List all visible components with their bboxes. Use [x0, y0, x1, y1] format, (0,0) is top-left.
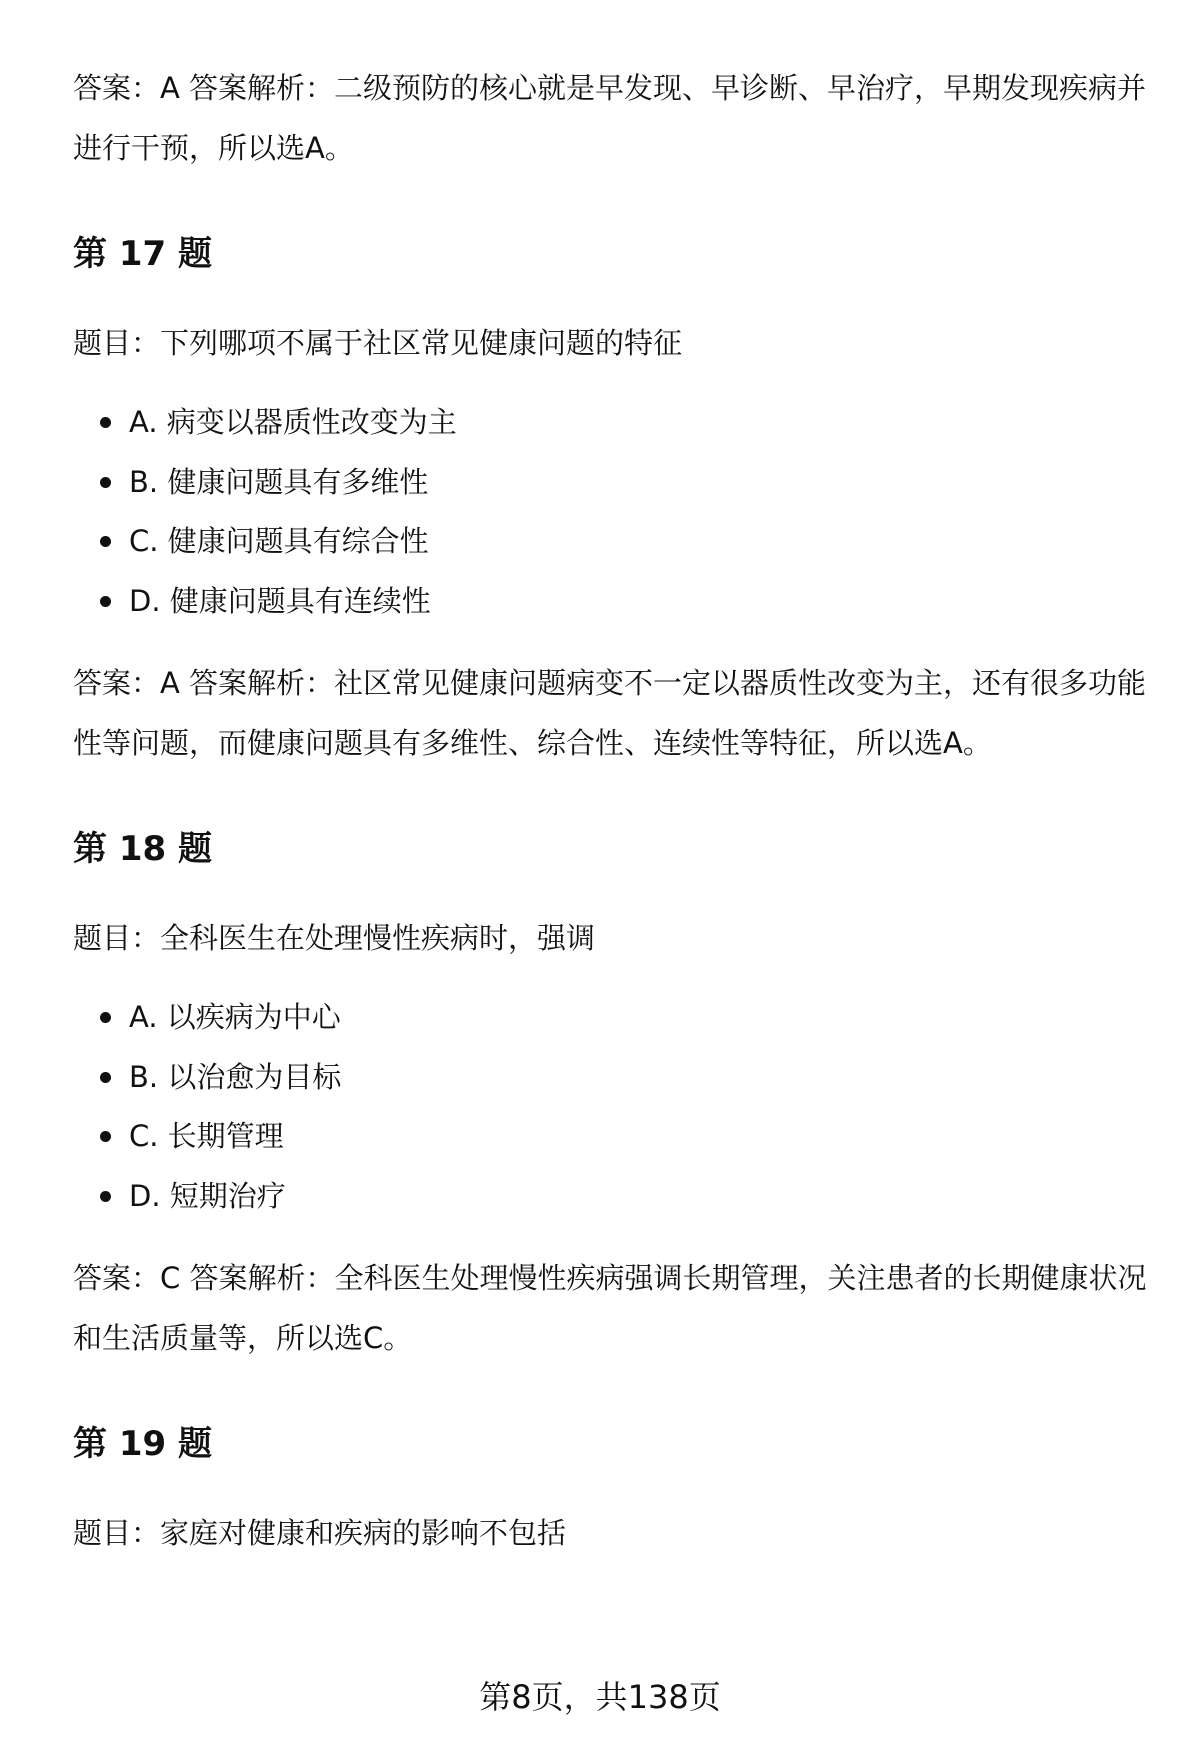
option-17-c: C. 健康问题具有综合性 — [73, 512, 1148, 572]
question-text-17: 题目：下列哪项不属于社区常见健康问题的特征 — [73, 326, 683, 360]
question-heading-17: 第 17 题 — [73, 234, 212, 274]
option-17-a: A. 病变以器质性改变为主 — [73, 393, 1148, 453]
bullet-icon — [100, 417, 111, 428]
bullet-icon — [100, 477, 111, 488]
bullet-icon — [100, 1191, 111, 1202]
document-page — [73, 58, 1148, 1563]
option-17-b: B. 健康问题具有多维性 — [73, 453, 1148, 513]
answer-16: 答案：A 答案解析：二级预防的核心就是早发现、早诊断、早治疗，早期发现疾病并进行干预，所以选A。 — [73, 71, 1147, 165]
page-footer: 第8页，共138页 — [479, 1678, 721, 1716]
option-18-a: A. 以疾病为中心 — [73, 988, 1148, 1048]
answer-18: 答案：C 答案解析：全科医生处理慢性疾病强调长期管理，关注患者的长期健康状况和生活质量等，所以选C。 — [73, 1261, 1147, 1355]
option-18-d: D. 短期治疗 — [73, 1167, 1148, 1227]
bullet-icon — [100, 596, 111, 607]
option-18-b: B. 以治愈为目标 — [73, 1048, 1148, 1108]
bullet-icon — [100, 536, 111, 547]
options-17 — [73, 393, 1148, 631]
question-text-18: 题目：全科医生在处理慢性疾病时，强调 — [73, 921, 596, 955]
bullet-icon — [100, 1012, 111, 1023]
question-heading-18: 第 18 题 — [73, 829, 212, 869]
option-18-c: C. 长期管理 — [73, 1107, 1148, 1167]
bullet-icon — [100, 1131, 111, 1142]
question-heading-19: 第 19 题 — [73, 1424, 212, 1464]
option-17-d: D. 健康问题具有连续性 — [73, 572, 1148, 632]
options-18 — [73, 988, 1148, 1226]
bullet-icon — [100, 1072, 111, 1083]
question-text-19: 题目：家庭对健康和疾病的影响不包括 — [73, 1516, 567, 1550]
answer-17: 答案：A 答案解析：社区常见健康问题病变不一定以器质性改变为主，还有很多功能性等问题，而健康问题具有多维性、综合性、连续性等特征，所以选A。 — [73, 666, 1147, 760]
